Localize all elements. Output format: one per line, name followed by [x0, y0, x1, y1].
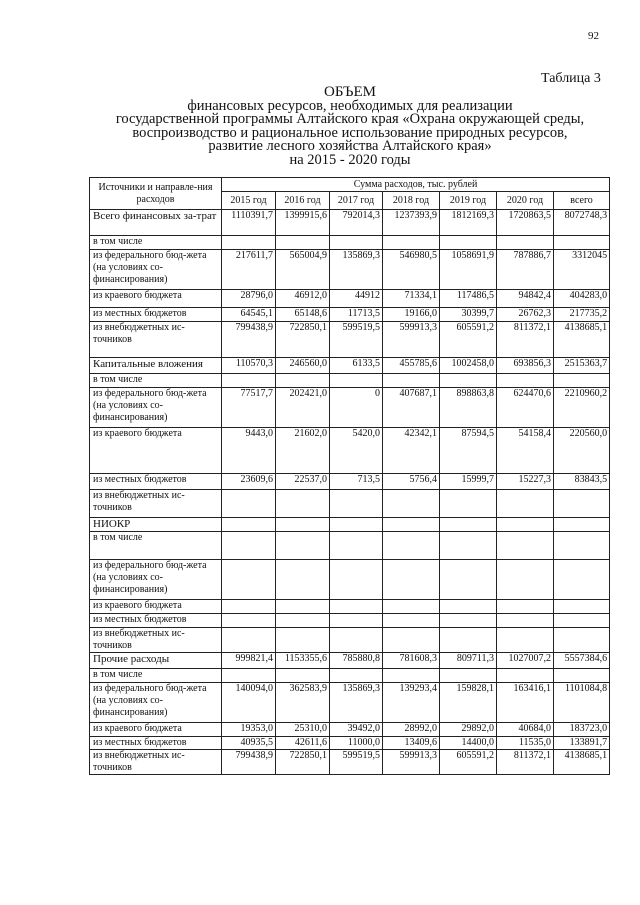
value-cell: [440, 374, 497, 388]
heading-line: развитие лесного хозяйства Алтайского края»: [208, 138, 492, 154]
value-cell: 999821,4: [222, 653, 276, 669]
year-header: 2020 год: [497, 192, 554, 210]
value-cell: [330, 490, 383, 518]
total-cell: 217735,2: [554, 308, 610, 322]
value-cell: 1110391,7: [222, 210, 276, 236]
value-cell: 565004,9: [276, 250, 330, 290]
value-cell: [330, 518, 383, 532]
heading-line: финансовых ресурсов, необходимых для реализации: [187, 97, 513, 114]
value-cell: [330, 236, 383, 250]
value-cell: 5420,0: [330, 428, 383, 474]
table-row: [90, 600, 610, 614]
row-label: в том числе: [90, 374, 222, 388]
value-cell: [276, 669, 330, 683]
total-cell: [554, 600, 610, 614]
table-row: [90, 560, 610, 600]
value-cell: 19166,0: [383, 308, 440, 322]
value-cell: [222, 600, 276, 614]
value-cell: [440, 614, 497, 628]
value-cell: [497, 518, 554, 532]
value-cell: 25310,0: [276, 723, 330, 737]
value-cell: 42611,6: [276, 737, 330, 750]
value-cell: 599913,3: [383, 750, 440, 775]
value-cell: 1058691,9: [440, 250, 497, 290]
table-row: [90, 236, 610, 250]
value-cell: 599519,5: [330, 750, 383, 775]
value-cell: 40935,5: [222, 737, 276, 750]
value-cell: 139293,4: [383, 683, 440, 723]
value-cell: 159828,1: [440, 683, 497, 723]
value-cell: 163416,1: [497, 683, 554, 723]
value-cell: [440, 600, 497, 614]
value-cell: [222, 374, 276, 388]
value-cell: [330, 614, 383, 628]
value-cell: 799438,9: [222, 322, 276, 358]
table-row: [90, 532, 610, 560]
table-row: [90, 210, 610, 236]
row-label: из местных бюджетов: [90, 737, 222, 750]
value-cell: 94842,4: [497, 290, 554, 308]
value-cell: 546980,5: [383, 250, 440, 290]
value-cell: [276, 532, 330, 560]
value-cell: 722850,1: [276, 322, 330, 358]
value-cell: 5756,4: [383, 474, 440, 490]
value-cell: 77517,7: [222, 388, 276, 428]
value-cell: [276, 600, 330, 614]
row-label: Всего финансовых за-трат: [90, 210, 222, 236]
row-label: в том числе: [90, 236, 222, 250]
value-cell: [383, 628, 440, 653]
value-cell: [222, 560, 276, 600]
row-label: из внебюджетных ис-точников: [90, 490, 222, 518]
value-cell: [330, 600, 383, 614]
total-cell: [554, 374, 610, 388]
row-label: из федерального бюд-жета (на условиях со-финансирования): [90, 388, 222, 428]
value-cell: [222, 518, 276, 532]
value-cell: 21602,0: [276, 428, 330, 474]
row-label: из краевого бюджета: [90, 600, 222, 614]
row-label: НИОКР: [90, 518, 222, 532]
value-cell: [330, 374, 383, 388]
year-header: 2017 год: [330, 192, 383, 210]
value-cell: [440, 236, 497, 250]
value-cell: 362583,9: [276, 683, 330, 723]
row-label: из внебюджетных ис-точников: [90, 628, 222, 653]
value-cell: 44912: [330, 290, 383, 308]
row-label: из краевого бюджета: [90, 428, 222, 474]
table-row: [90, 518, 610, 532]
value-cell: 722850,1: [276, 750, 330, 775]
document-heading: [95, 86, 605, 167]
table-row: [90, 653, 610, 669]
value-cell: 14400,0: [440, 737, 497, 750]
value-cell: 246560,0: [276, 358, 330, 374]
value-cell: [440, 490, 497, 518]
table-row: [90, 290, 610, 308]
value-cell: [276, 374, 330, 388]
total-cell: 5557384,6: [554, 653, 610, 669]
value-cell: [440, 532, 497, 560]
value-cell: 42342,1: [383, 428, 440, 474]
source-header: Источники и направле-ния расходов: [90, 178, 222, 210]
row-label: в том числе: [90, 669, 222, 683]
table-label: Таблица 3: [541, 71, 601, 86]
row-label: из федерального бюд-жета (на условиях со-финансирования): [90, 683, 222, 723]
value-cell: [440, 560, 497, 600]
value-cell: 787886,7: [497, 250, 554, 290]
total-cell: 133891,7: [554, 737, 610, 750]
value-cell: [330, 628, 383, 653]
total-cell: [554, 560, 610, 600]
value-cell: 140094,0: [222, 683, 276, 723]
year-header: 2019 год: [440, 192, 497, 210]
value-cell: [222, 628, 276, 653]
value-cell: [383, 374, 440, 388]
table-row: [90, 374, 610, 388]
value-cell: [276, 614, 330, 628]
value-cell: [330, 669, 383, 683]
value-cell: [383, 532, 440, 560]
value-cell: [440, 628, 497, 653]
value-cell: [383, 669, 440, 683]
value-cell: 898863,8: [440, 388, 497, 428]
row-label: Прочие расходы: [90, 653, 222, 669]
table-row: [90, 308, 610, 322]
value-cell: 26762,3: [497, 308, 554, 322]
total-cell: 220560,0: [554, 428, 610, 474]
heading-line: воспроизводство и рациональное использование природных ресурсов,: [132, 124, 568, 141]
table-row: [90, 388, 610, 428]
total-cell: 2210960,2: [554, 388, 610, 428]
table-row: [90, 669, 610, 683]
table-row: [90, 358, 610, 374]
total-header: всего: [554, 192, 610, 210]
value-cell: [440, 518, 497, 532]
value-cell: [222, 490, 276, 518]
value-cell: 23609,6: [222, 474, 276, 490]
value-cell: 13409,6: [383, 737, 440, 750]
value-cell: 811372,1: [497, 750, 554, 775]
value-cell: 6133,5: [330, 358, 383, 374]
value-cell: [276, 236, 330, 250]
total-cell: [554, 490, 610, 518]
value-cell: 605591,2: [440, 750, 497, 775]
value-cell: 39492,0: [330, 723, 383, 737]
value-cell: 624470,6: [497, 388, 554, 428]
table-row: [90, 683, 610, 723]
heading-line: на 2015 - 2020 годы: [289, 151, 411, 168]
row-label: Капитальные вложения: [90, 358, 222, 374]
value-cell: 605591,2: [440, 322, 497, 358]
value-cell: 135869,3: [330, 250, 383, 290]
value-cell: 792014,3: [330, 210, 383, 236]
value-cell: 15999,7: [440, 474, 497, 490]
value-cell: 693856,3: [497, 358, 554, 374]
value-cell: 1153355,6: [276, 653, 330, 669]
value-cell: 799438,9: [222, 750, 276, 775]
value-cell: 1812169,3: [440, 210, 497, 236]
value-cell: 599519,5: [330, 322, 383, 358]
value-cell: 407687,1: [383, 388, 440, 428]
value-cell: 1002458,0: [440, 358, 497, 374]
value-cell: 28992,0: [383, 723, 440, 737]
value-cell: 781608,3: [383, 653, 440, 669]
value-cell: 28796,0: [222, 290, 276, 308]
total-cell: [554, 236, 610, 250]
value-cell: [222, 236, 276, 250]
value-cell: [497, 374, 554, 388]
value-cell: 22537,0: [276, 474, 330, 490]
sum-header: Сумма расходов, тыс. рублей: [222, 178, 610, 192]
value-cell: 29892,0: [440, 723, 497, 737]
table-row: [90, 723, 610, 737]
value-cell: [276, 628, 330, 653]
total-cell: [554, 628, 610, 653]
value-cell: 809711,3: [440, 653, 497, 669]
value-cell: 1237393,9: [383, 210, 440, 236]
year-header: 2015 год: [222, 192, 276, 210]
table-row: [90, 474, 610, 490]
row-label: из федерального бюд-жета (на условиях со-финансирования): [90, 250, 222, 290]
table-row: [90, 628, 610, 653]
year-header: 2018 год: [383, 192, 440, 210]
value-cell: 19353,0: [222, 723, 276, 737]
row-label: из внебюджетных ис-точников: [90, 322, 222, 358]
value-cell: [383, 560, 440, 600]
value-cell: 71334,1: [383, 290, 440, 308]
value-cell: [222, 669, 276, 683]
total-cell: 8072748,3: [554, 210, 610, 236]
value-cell: 713,5: [330, 474, 383, 490]
value-cell: 110570,3: [222, 358, 276, 374]
table-row: [90, 490, 610, 518]
table-row: [90, 614, 610, 628]
value-cell: [383, 614, 440, 628]
total-cell: [554, 614, 610, 628]
value-cell: 46912,0: [276, 290, 330, 308]
table-row: [90, 750, 610, 775]
total-cell: 4138685,1: [554, 322, 610, 358]
value-cell: 1399915,6: [276, 210, 330, 236]
financing-table: [89, 177, 610, 775]
value-cell: [222, 614, 276, 628]
value-cell: [330, 532, 383, 560]
heading-title: ОБЪЕМ: [324, 84, 376, 100]
table-row: [90, 428, 610, 474]
value-cell: [330, 560, 383, 600]
value-cell: [276, 518, 330, 532]
value-cell: 785880,8: [330, 653, 383, 669]
value-cell: [497, 532, 554, 560]
total-cell: 2515363,7: [554, 358, 610, 374]
value-cell: 117486,5: [440, 290, 497, 308]
total-cell: 1101084,8: [554, 683, 610, 723]
row-label: из краевого бюджета: [90, 290, 222, 308]
value-cell: 54158,4: [497, 428, 554, 474]
value-cell: 202421,0: [276, 388, 330, 428]
value-cell: [383, 236, 440, 250]
total-cell: 183723,0: [554, 723, 610, 737]
value-cell: 599913,3: [383, 322, 440, 358]
total-cell: [554, 518, 610, 532]
total-cell: 83843,5: [554, 474, 610, 490]
row-label: из местных бюджетов: [90, 614, 222, 628]
total-cell: 4138685,1: [554, 750, 610, 775]
value-cell: 11535,0: [497, 737, 554, 750]
value-cell: 455785,6: [383, 358, 440, 374]
value-cell: 1720863,5: [497, 210, 554, 236]
value-cell: [497, 669, 554, 683]
value-cell: 30399,7: [440, 308, 497, 322]
value-cell: 811372,1: [497, 322, 554, 358]
row-label: из федерального бюд-жета (на условиях со-финансирования): [90, 560, 222, 600]
table-row: [90, 322, 610, 358]
total-cell: 3312045: [554, 250, 610, 290]
value-cell: 0: [330, 388, 383, 428]
value-cell: [276, 490, 330, 518]
page-number: 92: [588, 30, 599, 42]
row-label: из внебюджетных ис-точников: [90, 750, 222, 775]
row-label: из краевого бюджета: [90, 723, 222, 737]
value-cell: 64545,1: [222, 308, 276, 322]
value-cell: 135869,3: [330, 683, 383, 723]
total-cell: 404283,0: [554, 290, 610, 308]
value-cell: [383, 518, 440, 532]
value-cell: [440, 669, 497, 683]
value-cell: [497, 490, 554, 518]
value-cell: [276, 560, 330, 600]
value-cell: 9443,0: [222, 428, 276, 474]
value-cell: 11000,0: [330, 737, 383, 750]
total-cell: [554, 669, 610, 683]
year-header: 2016 год: [276, 192, 330, 210]
row-label: в том числе: [90, 532, 222, 560]
value-cell: [383, 490, 440, 518]
value-cell: 65148,6: [276, 308, 330, 322]
value-cell: [497, 600, 554, 614]
value-cell: [497, 628, 554, 653]
value-cell: 15227,3: [497, 474, 554, 490]
value-cell: [497, 614, 554, 628]
value-cell: [383, 600, 440, 614]
value-cell: [497, 236, 554, 250]
value-cell: [222, 532, 276, 560]
total-cell: [554, 532, 610, 560]
value-cell: 217611,7: [222, 250, 276, 290]
heading-line: государственной программы Алтайского края «Охрана окружающей среды,: [115, 111, 585, 127]
value-cell: [497, 560, 554, 600]
value-cell: 87594,5: [440, 428, 497, 474]
row-label: из местных бюджетов: [90, 308, 222, 322]
table-row: [90, 737, 610, 750]
value-cell: 1027007,2: [497, 653, 554, 669]
value-cell: 11713,5: [330, 308, 383, 322]
value-cell: 40684,0: [497, 723, 554, 737]
table-row: [90, 250, 610, 290]
row-label: из местных бюджетов: [90, 474, 222, 490]
